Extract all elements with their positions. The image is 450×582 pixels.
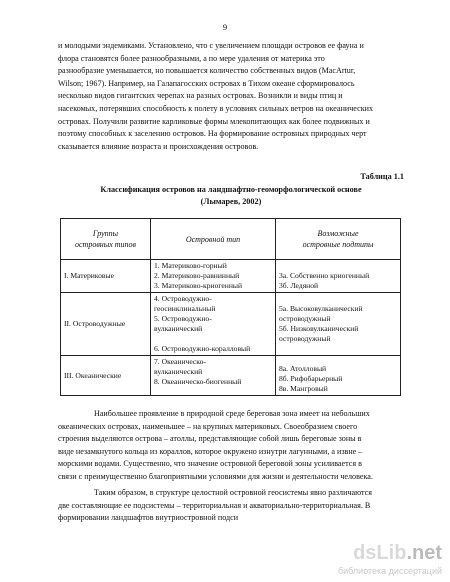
table-header-row — [61, 219, 401, 260]
header-text: Группы — [92, 229, 119, 238]
table-row — [61, 293, 401, 356]
text-line: морскими водами. Существенно, что значение островной береговой зоны усиливается в — [58, 459, 362, 469]
header-groups — [61, 219, 151, 260]
subtype-line: 8в. Мангровый — [279, 384, 328, 393]
text-line: строения выделяются острова – атоллы, представляющие собой лишь береговые зоны в — [58, 434, 362, 444]
watermark-logo-suffix: .net — [406, 542, 442, 564]
watermark-logo-main: dsLib — [353, 542, 407, 564]
subtype-cell — [276, 260, 401, 293]
text-line: виде незамкнутого кольца из кораллов, которое окружено изнутри лагунными, а извне – — [58, 446, 363, 456]
paragraph-conclusion — [58, 487, 404, 525]
page-number: 9 — [222, 22, 228, 32]
subtype-line: островодужный — [279, 314, 331, 323]
caption-line: (Лымарев, 2002) — [200, 196, 262, 206]
text-line: Wilson; 1967). Например, на Галапагосских островах в Тихом океане сформировалось — [58, 78, 355, 88]
text-line: две составляющие ее подсистемы – территориальная и акваториально-территориальная. В — [58, 500, 371, 510]
type-line: 4. Островодужно- — [154, 294, 212, 303]
type-line: 5. Островодужно- — [154, 314, 212, 323]
header-text: островных типов — [75, 240, 136, 249]
header-text: островные подтипы — [302, 240, 374, 249]
group-cell: I. Материковые — [61, 260, 151, 293]
watermark-logo-text — [353, 542, 442, 565]
text-line: поэтому способных к заселению островов. На формирование островных природных черт — [58, 129, 367, 139]
type-cell — [151, 293, 276, 356]
type-line: 8. Океаническо-биогенный — [154, 377, 242, 386]
subtype-line: 5а. Высоковулканический — [279, 304, 363, 313]
subtype-line: 8а. Атолловый — [279, 364, 327, 373]
subtype-line: 5б. Низковулканический — [279, 324, 359, 333]
subtype-cell — [276, 356, 401, 396]
subtype-cell — [276, 293, 401, 356]
text-line: океанических островах, наименьшее – на крупных материковых. Своеобразием своего — [58, 421, 358, 431]
type-line: 3. Материково-криогенный — [154, 281, 243, 290]
type-line: вулканический — [154, 324, 203, 333]
subtype-line: 3б. Ледяной — [279, 281, 319, 290]
watermark-logo — [322, 542, 442, 578]
classification-table — [60, 218, 401, 396]
table-caption — [58, 184, 404, 207]
table-label: Таблица 1.1 — [360, 172, 404, 181]
type-line: 6. Островодужно-коралловый — [154, 344, 251, 353]
table-row — [61, 260, 401, 293]
table-row — [61, 356, 401, 396]
subtype-line: 8б. Рифобарьерный — [279, 374, 343, 383]
type-cell — [151, 260, 276, 293]
paragraph-intro — [58, 40, 404, 153]
type-line: вулканический — [154, 367, 203, 376]
caption-line: Классификация островов на ландшафтно-геоморфологической основе — [100, 185, 362, 194]
text-line: связи с преимущественно благоприятными условиями для жизни и деятельности человека. — [58, 471, 373, 481]
text-line: сказывается влияние возраста и происхождения островов. — [58, 141, 259, 151]
paragraph-coastal — [58, 408, 404, 484]
text-line: разнообразие уменьшается, но повышается количество собственных видов (MacArtur, — [58, 66, 356, 76]
text-line: островах. Получили развитие карликовые формы млекопитающих как более подвижных и — [58, 116, 370, 126]
type-line: геосинклинальный — [154, 304, 216, 313]
header-type — [151, 219, 276, 260]
text-line: формировании ландшафтов внутриостровной подси — [58, 513, 239, 523]
watermark-subtitle: библиотека диссертаций — [337, 566, 442, 576]
text-line: Наибольшее проявление в природной среде береговая зона имеет на небольших — [94, 409, 370, 418]
header-text: Возможные — [317, 229, 359, 238]
type-line: 1. Материково-горный — [154, 261, 227, 270]
text-line: и молодыми эндемиками. Установлено, что с увеличением площади островов ее фауна и — [58, 41, 364, 50]
type-line: 7. Океаническо- — [154, 357, 206, 366]
type-line: 2. Материково-равнинный — [154, 271, 240, 280]
group-cell: III. Океанические — [61, 356, 151, 396]
subtype-line: 3а. Собственно криогенный — [279, 271, 370, 280]
header-subtypes — [276, 219, 401, 260]
group-cell: II. Островодужные — [61, 293, 151, 356]
text-line: флора становятся более разнообразными, а по мере удаления от материка это — [58, 53, 325, 63]
text-line: Таким образом, в структуре целостной островной геосистемы явно различаются — [94, 488, 372, 497]
header-text: Островной тип — [185, 234, 241, 244]
text-line: несколько видов гигантских черепах на разных островах. Возникли и виды птиц и — [58, 91, 343, 101]
type-cell — [151, 356, 276, 396]
type-spacer — [154, 334, 272, 344]
subtype-line: островодужный — [279, 334, 331, 343]
text-line: насекомых, потерявших способность к полету в условиях сильных ветров на океанических — [58, 103, 374, 113]
